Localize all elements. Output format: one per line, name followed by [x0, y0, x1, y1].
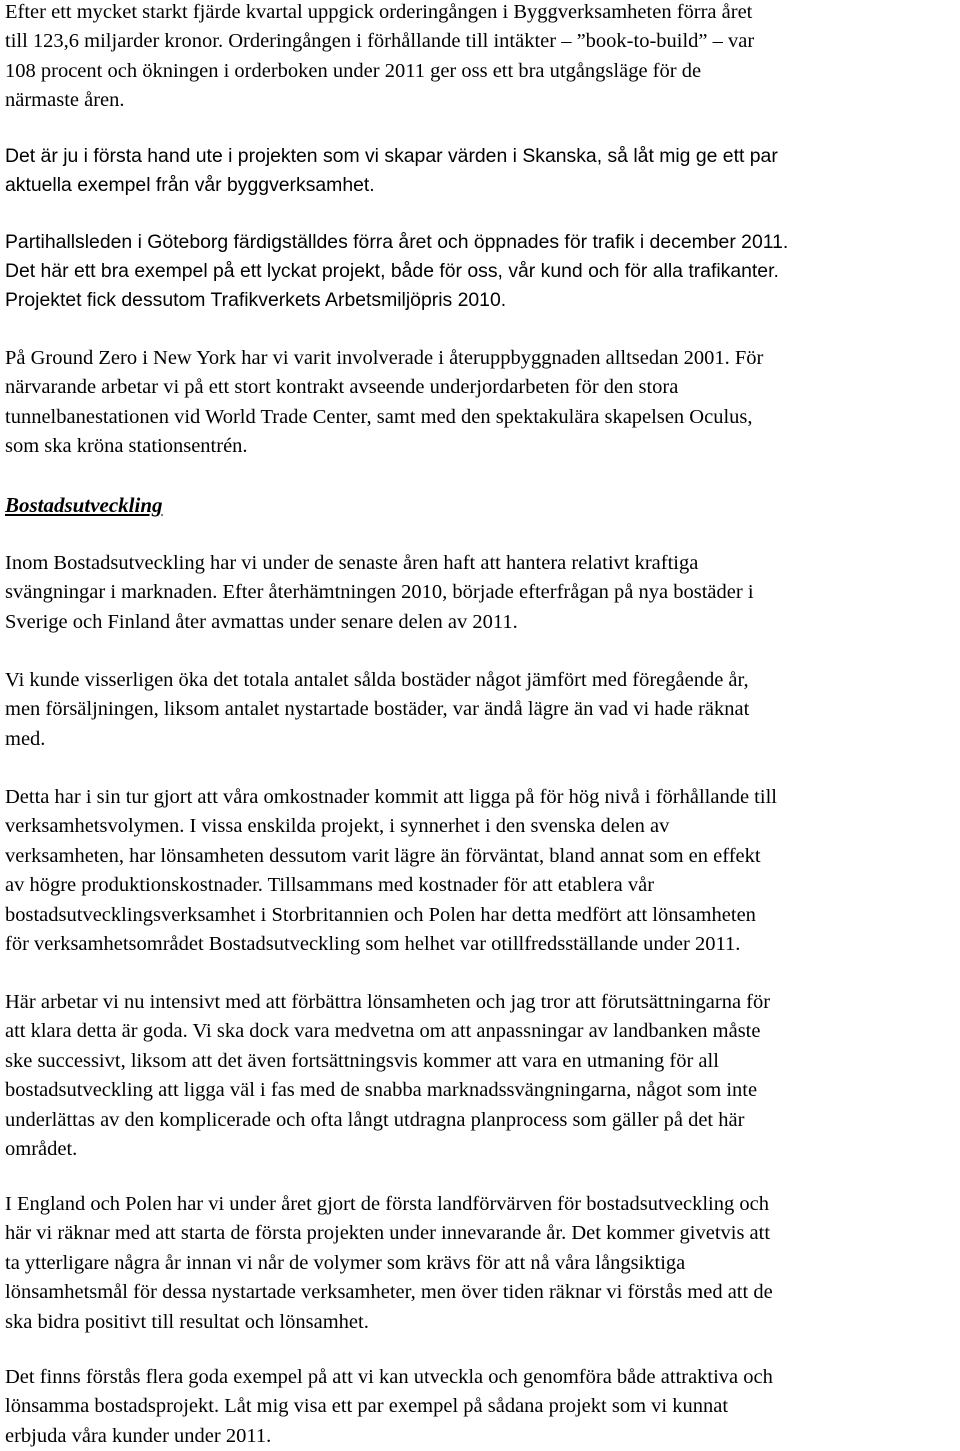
text-line: Här arbetar vi nu intensivt med att förbättra lönsamheten och jag tror att förutsättningarna för — [5, 991, 771, 1013]
text-line: ske successivt, liksom att det även fortsättningsvis kommer att vara en utmaning för all — [5, 1049, 719, 1072]
text-line: men försäljningen, liksom antalet nystartade bostäder, var ändå lägre än vad vi hade räknat — [5, 698, 750, 721]
text-line: Det finns förstås flera goda exempel på att vi kan utveckla och genomföra både attraktiva och — [5, 1366, 773, 1388]
text-line: aktuella exempel från vår byggverksamhet. — [5, 174, 375, 196]
paragraph-profitability — [5, 988, 955, 1164]
text-line: På Ground Zero i New York har vi varit involverade i återuppbyggnaden alltsedan 2001. För — [5, 347, 764, 369]
text-line: Inom Bostadsutveckling har vi under de senaste åren haft att hantera relativt kraftiga — [5, 552, 699, 574]
text-line: Partihallsleden i Göteborg färdigställdes förra året och öppnades för trafik i december 2011. — [5, 231, 789, 253]
text-line: verksamheten, har lönsamheten dessutom varit lägre än förväntat, bland annat som en effekt — [5, 844, 761, 867]
text-line: området. — [5, 1138, 78, 1161]
paragraph-england-poland — [5, 1190, 955, 1337]
text-line: Det är ju i första hand ute i projekten som vi skapar värden i Skanska, så låt mig ge ett par — [5, 145, 778, 167]
text-line: underlättas av den komplicerade och ofta långt utdragna planprocess som gäller på det här — [5, 1108, 745, 1131]
text-line: ta ytterligare några år innan vi når de volymer som krävs för att nå våra långsiktiga — [5, 1251, 686, 1274]
paragraph-housing-market — [5, 549, 955, 637]
text-line: Det här ett bra exempel på ett lyckat projekt, både för oss, vår kund och för alla trafikanter. — [5, 260, 779, 282]
text-line: Detta har i sin tur gjort att våra omkostnader kommit att ligga på för hög nivå i förhållande till — [5, 786, 777, 808]
text-line: bostadsutvecklingsverksamhet i Storbritannien och Polen har detta medfört att lönsamheten — [5, 903, 756, 926]
text-line: Projektet fick dessutom Trafikverkets Arbetsmiljöpris 2010. — [5, 289, 507, 311]
text-line: lönsamhetsmål för dessa nystartade verksamheter, men över tiden räknar vi förstås med att de — [5, 1281, 773, 1304]
text-line: närmaste åren. — [5, 89, 125, 112]
paragraph-ground-zero — [5, 344, 955, 462]
text-line: Vi kunde visserligen öka det totala antalet sålda bostäder något jämfört med föregående år, — [5, 669, 749, 691]
paragraph-order-intake — [5, 0, 955, 116]
text-line: närvarande arbetar vi på ett stort kontrakt avseende underjordarbeten för den stora — [5, 376, 679, 399]
paragraph-project-value — [5, 142, 955, 200]
paragraph-sales — [5, 666, 955, 754]
text-line: till 123,6 miljarder kronor. Orderingången i förhållande till intäkter – ”book-to-build” – var — [5, 30, 755, 53]
text-line: för verksamhetsområdet Bostadsutveckling som helhet var otillfredsställande under 2011. — [5, 933, 741, 956]
text-line: 108 procent och ökningen i orderboken under 2011 ger oss ett bra utgångsläge för de — [5, 59, 702, 82]
text-line: Sverige och Finland åter avmattas under senare delen av 2011. — [5, 610, 518, 633]
text-line: med. — [5, 727, 46, 750]
paragraph-costs — [5, 783, 955, 959]
text-line: bostadsutveckling att ligga väl i fas med de snabba marknadssvängningarna, något som inte — [5, 1079, 758, 1102]
text-line: lönsamma bostadsprojekt. Låt mig visa ett par exempel på sådana projekt som vi kunnat — [5, 1395, 729, 1418]
text-line: verksamhetsvolymen. I vissa enskilda projekt, i synnerhet i den svenska delen av — [5, 815, 670, 838]
text-line: svängningar i marknaden. Efter återhämtningen 2010, började efterfrågan på nya bostäder i — [5, 581, 754, 604]
text-line: av högre produktionskostnader. Tillsammans med kostnader för att etablera vår — [5, 874, 655, 897]
paragraph-examples — [5, 1363, 955, 1451]
text-line: här vi räknar med att starta de första projekten under innevarande år. Det kommer givetvis att — [5, 1222, 771, 1245]
paragraph-partihallsleden — [5, 228, 955, 315]
text-line: tunnelbanestationen vid World Trade Center, samt med den spektakulära skapelsen Oculus, — [5, 405, 753, 428]
text-line: I England och Polen har vi under året gjort de första landförvärven för bostadsutveckling och — [5, 1193, 769, 1215]
section-heading-bostadsutveckling — [5, 491, 955, 520]
text-line: Efter ett mycket starkt fjärde kvartal uppgick orderingången i Byggverksamheten förra året — [5, 1, 753, 23]
text-line: ska bidra positivt till resultat och lönsamhet. — [5, 1310, 369, 1333]
text-line: erbjuda våra kunder under 2011. — [5, 1424, 272, 1447]
heading-text: Bostadsutveckling — [5, 493, 163, 517]
text-line: som ska kröna stationsentrén. — [5, 435, 248, 458]
text-line: att klara detta är goda. Vi ska dock vara medvetna om att anpassningar av landbanken måste — [5, 1020, 761, 1043]
